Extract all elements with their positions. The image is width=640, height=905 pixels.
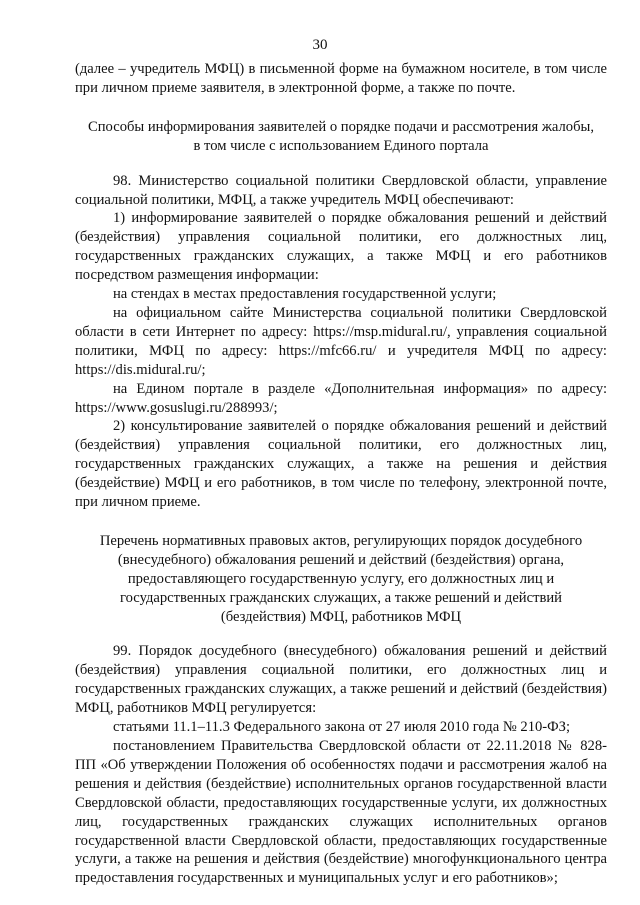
paragraph-99: 99. Порядок досудебного (внесудебного) обжалования решений и действий (бездействия) управления социальной политики, его должностных лиц и государственных гражданских служащих, а также решений и действий (бездействия) МФЦ, работников МФЦ регулируется: — [75, 643, 607, 717]
paragraph-98-item-2: 2) консультирование заявителей о порядке обжалования решений и действий (бездействия) управления социальной политики, его должностных лиц, государственных гражданских служащих, а также на решения и действия (бездействие) МФЦ и его работников, в том числе по телефону, электронной почте, при личном приеме. — [75, 418, 607, 511]
section-heading-legal-acts: Перечень нормативных правовых актов, регулирующих порядок досудебного (внесудебного) обжалования решений и действий (бездействия) органа, предоставляющего государственную услугу, его должностных лиц и государственных гражданских служащих, а также решений и действий (бездействия) МФЦ, работников МФЦ — [99, 532, 583, 625]
paragraph-98-item-1-website: на официальном сайте Министерства социальной политики Свердловской области в сети Интернет по адресу: https://msp.midural.ru/, управления социальной политики, МФЦ по адресу: https://mfc66.ru/ и учредителя МФЦ по адресу: https://dis.midural.ru/; — [75, 304, 607, 378]
paragraph-98-item-1-stands: на стендах в местах предоставления государственной услуги; — [113, 286, 497, 303]
spacer — [75, 156, 607, 172]
paragraph-98: 98. Министерство социальной политики Свердловской области, управление социальной политики, МФЦ, а также учредитель МФЦ обеспечивают: — [75, 172, 607, 208]
spacer — [75, 512, 607, 532]
spacer — [75, 626, 607, 642]
document-body — [75, 60, 607, 888]
paragraph-98-item-1: 1) информирование заявителей о порядке обжалования решений и действий (бездействия) управления социальной политики, его должностных лиц, государственных гражданских служащих, а также МФЦ и его работников посредством размещения информации: — [75, 210, 607, 284]
section-heading-complaint-info: Способы информирования заявителей о порядке подачи и рассмотрения жалобы, в том числе с использованием Единого портала — [88, 118, 594, 154]
paragraph-99-resolution: постановлением Правительства Свердловской области от 22.11.2018 № 828-ПП «Об утверждении Положения об особенностях подачи и рассмотрения жалоб на решения и действия (бездействие) исполнительных органов государственной власти Свердловской области, предоставляющих государственные услуги, их должностных лиц, государственных гражданских служащих исполнительных органов государственной власти Свердловской области, предоставляющих государственные услуги, а также на решения и действия (бездействие) многофункционального центра предоставления государственных и муниципальных услуг и его работников»; — [75, 738, 607, 887]
paragraph-98-item-1-portal: на Едином портале в разделе «Дополнительная информация» по адресу: https://www.gosuslugi.ru/288993/; — [75, 380, 607, 416]
page-number: 30 — [312, 37, 328, 53]
intro-paragraph: (далее – учредитель МФЦ) в письменной форме на бумажном носителе, в том числе при личном приеме заявителя, в электронной форме, а также по почте. — [75, 61, 607, 96]
spacer — [75, 98, 607, 118]
paragraph-99-federal-law: статьями 11.1–11.3 Федерального закона от 27 июля 2010 года № 210-ФЗ; — [113, 719, 571, 736]
